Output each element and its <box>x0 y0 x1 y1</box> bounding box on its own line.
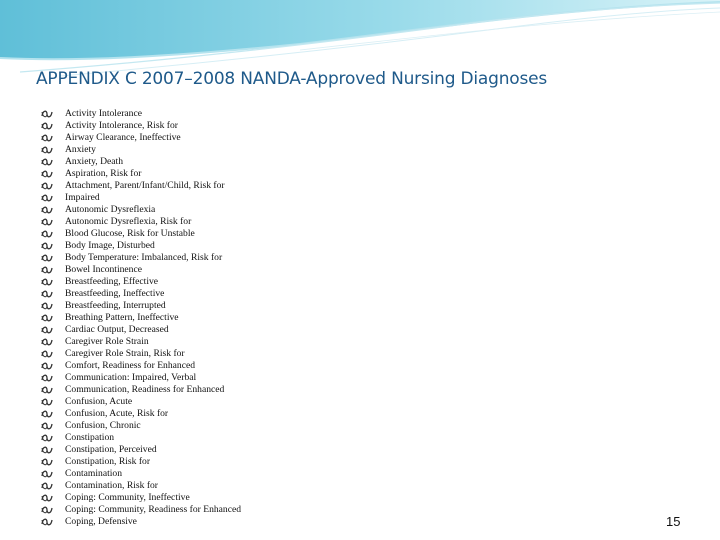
diagnosis-label: Autonomic Dysreflexia <box>65 204 156 215</box>
ribbon-bullet-icon <box>40 120 54 132</box>
slide-title: APPENDIX C 2007–2008 NANDA-Approved Nursing Diagnoses <box>36 69 548 89</box>
header-wave-banner <box>0 0 720 80</box>
diagnosis-label: Body Temperature: Imbalanced, Risk for <box>65 252 223 263</box>
ribbon-bullet-icon <box>40 432 54 444</box>
list-item <box>40 156 241 168</box>
diagnosis-label: Caregiver Role Strain <box>65 336 149 347</box>
diagnosis-label: Confusion, Chronic <box>65 420 141 431</box>
list-item <box>40 144 241 156</box>
ribbon-bullet-icon <box>40 336 54 348</box>
ribbon-bullet-icon <box>40 276 54 288</box>
list-item <box>40 240 241 252</box>
diagnosis-label: Impaired <box>65 192 100 203</box>
diagnosis-label: Constipation, Perceived <box>65 444 157 455</box>
diagnosis-label: Caregiver Role Strain, Risk for <box>65 348 185 359</box>
diagnosis-label: Body Image, Disturbed <box>65 240 155 251</box>
list-item <box>40 204 241 216</box>
diagnosis-label: Communication, Readiness for Enhanced <box>65 384 225 395</box>
ribbon-bullet-icon <box>40 216 54 228</box>
diagnosis-label: Breastfeeding, Effective <box>65 276 159 287</box>
diagnosis-label: Cardiac Output, Decreased <box>65 324 169 335</box>
ribbon-bullet-icon <box>40 396 54 408</box>
ribbon-bullet-icon <box>40 108 54 120</box>
list-item <box>40 132 241 144</box>
diagnosis-label: Airway Clearance, Ineffective <box>65 132 181 143</box>
ribbon-bullet-icon <box>40 504 54 516</box>
list-item <box>40 336 241 348</box>
ribbon-bullet-icon <box>40 144 54 156</box>
diagnosis-label: Confusion, Acute, Risk for <box>65 408 169 419</box>
diagnosis-label: Coping: Community, Ineffective <box>65 492 190 503</box>
list-item <box>40 120 241 132</box>
list-item <box>40 492 241 504</box>
list-item <box>40 468 241 480</box>
ribbon-bullet-icon <box>40 264 54 276</box>
diagnosis-label: Activity Intolerance, Risk for <box>65 120 178 131</box>
list-item <box>40 384 241 396</box>
ribbon-bullet-icon <box>40 252 54 264</box>
diagnosis-label: Breathing Pattern, Ineffective <box>65 312 179 323</box>
ribbon-bullet-icon <box>40 228 54 240</box>
diagnosis-label: Breastfeeding, Interrupted <box>65 300 166 311</box>
list-item <box>40 372 241 384</box>
diagnosis-label: Blood Glucose, Risk for Unstable <box>65 228 195 239</box>
diagnosis-label: Coping: Community, Readiness for Enhanced <box>65 504 242 515</box>
list-item <box>40 456 241 468</box>
list-item <box>40 192 241 204</box>
list-item <box>40 360 241 372</box>
ribbon-bullet-icon <box>40 360 54 372</box>
list-item <box>40 312 241 324</box>
ribbon-bullet-icon <box>40 324 54 336</box>
ribbon-bullet-icon <box>40 492 54 504</box>
list-item <box>40 168 241 180</box>
ribbon-bullet-icon <box>40 516 54 528</box>
ribbon-bullet-icon <box>40 180 54 192</box>
list-item <box>40 216 241 228</box>
list-item <box>40 252 241 264</box>
diagnosis-label: Communication: Impaired, Verbal <box>65 372 197 383</box>
diagnosis-label: Contamination <box>65 468 123 479</box>
list-item <box>40 300 241 312</box>
ribbon-bullet-icon <box>40 168 54 180</box>
ribbon-bullet-icon <box>40 348 54 360</box>
ribbon-bullet-icon <box>40 408 54 420</box>
ribbon-bullet-icon <box>40 240 54 252</box>
list-item <box>40 108 241 120</box>
diagnosis-label: Constipation <box>65 432 115 443</box>
list-item <box>40 348 241 360</box>
ribbon-bullet-icon <box>40 204 54 216</box>
list-item <box>40 288 241 300</box>
ribbon-bullet-icon <box>40 444 54 456</box>
diagnosis-label: Anxiety <box>65 144 96 155</box>
diagnosis-label: Confusion, Acute <box>65 396 133 407</box>
ribbon-bullet-icon <box>40 384 54 396</box>
list-item <box>40 480 241 492</box>
diagnosis-label: Comfort, Readiness for Enhanced <box>65 360 196 371</box>
list-item <box>40 504 241 516</box>
list-item <box>40 408 241 420</box>
ribbon-bullet-icon <box>40 468 54 480</box>
diagnosis-label: Contamination, Risk for <box>65 480 159 491</box>
diagnosis-label: Coping, Defensive <box>65 516 137 527</box>
diagnosis-label: Bowel Incontinence <box>65 264 142 275</box>
ribbon-bullet-icon <box>40 300 54 312</box>
list-item <box>40 228 241 240</box>
list-item <box>40 180 241 192</box>
ribbon-bullet-icon <box>40 372 54 384</box>
diagnosis-label: Breastfeeding, Ineffective <box>65 288 165 299</box>
ribbon-bullet-icon <box>40 480 54 492</box>
diagnosis-label: Attachment, Parent/Infant/Child, Risk for <box>65 180 225 191</box>
diagnosis-list <box>40 108 241 528</box>
list-item <box>40 420 241 432</box>
diagnosis-label: Autonomic Dysreflexia, Risk for <box>65 216 192 227</box>
ribbon-bullet-icon <box>40 192 54 204</box>
ribbon-bullet-icon <box>40 132 54 144</box>
ribbon-bullet-icon <box>40 312 54 324</box>
list-item <box>40 324 241 336</box>
diagnosis-label: Constipation, Risk for <box>65 456 151 467</box>
list-item <box>40 264 241 276</box>
slide-number: 15 <box>666 514 681 529</box>
ribbon-bullet-icon <box>40 156 54 168</box>
ribbon-bullet-icon <box>40 456 54 468</box>
list-item <box>40 444 241 456</box>
ribbon-bullet-icon <box>40 288 54 300</box>
list-item <box>40 516 241 528</box>
diagnosis-label: Activity Intolerance <box>65 108 142 119</box>
ribbon-bullet-icon <box>40 420 54 432</box>
list-item <box>40 432 241 444</box>
list-item <box>40 276 241 288</box>
diagnosis-label: Anxiety, Death <box>65 156 123 167</box>
list-item <box>40 396 241 408</box>
diagnosis-label: Aspiration, Risk for <box>65 168 142 179</box>
